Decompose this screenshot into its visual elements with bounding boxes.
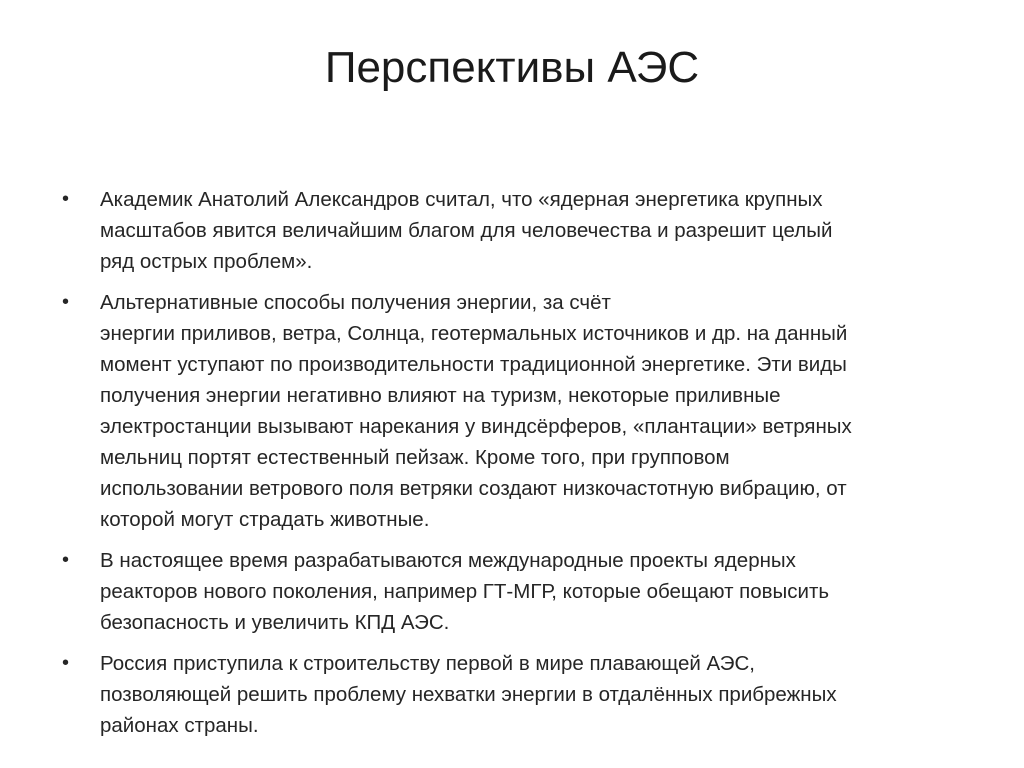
bullet-text: В настоящее время разрабатываются международные проекты ядерных реакторов нового поколения, например ГТ-МГР, которые обещают повысить безопасность и увеличить КПД АЭС. xyxy=(100,549,830,634)
bullet-dot-icon: • xyxy=(62,188,70,210)
bullet-dot-icon: • xyxy=(62,652,70,674)
bullet-item xyxy=(62,545,980,638)
bullet-list xyxy=(62,184,980,751)
bullet-item xyxy=(62,648,980,741)
slide-title: Перспективы АЭС xyxy=(324,43,700,92)
bullet-text: Альтернативные способы получения энергии, за счёт энергии приливов, ветра, Солнца, геотермальных источников и др. на данный момент уступают по производительности традиционной энергетике. Эти виды получения энергии негативно влияют на туризм, некоторые приливные электростанции вызывают нарекания у виндсёрферов, «плантации» ветряных мельниц портят естественный пейзаж. Кроме того, при групповом использовании ветрового поля ветряки создают низкочастотную вибрацию, от которой могут страдать животные. xyxy=(100,291,852,531)
bullet-item xyxy=(62,184,980,277)
bullet-dot-icon: • xyxy=(62,291,70,313)
bullet-text: Академик Анатолий Александров считал, что «ядерная энергетика крупных масштабов явится величайшим благом для человечества и разрешит целый ряд острых проблем». xyxy=(100,188,833,273)
bullet-text: Россия приступила к строительству первой в мире плавающей АЭС, позволяющей решить проблему нехватки энергии в отдалённых прибрежных районах страны. xyxy=(100,652,837,737)
bullet-item xyxy=(62,287,980,535)
bullet-dot-icon: • xyxy=(62,549,70,571)
